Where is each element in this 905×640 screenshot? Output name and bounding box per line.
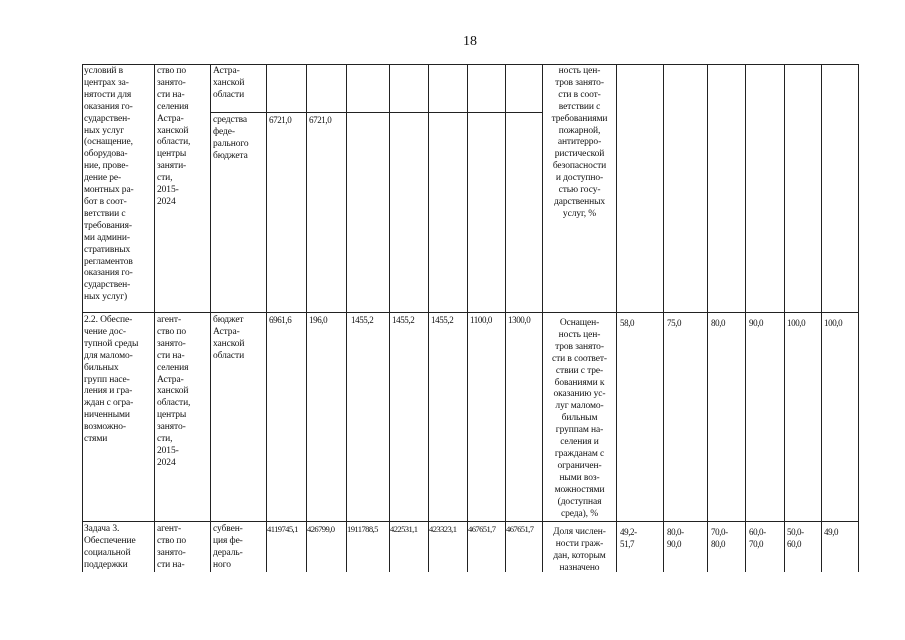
page-number: 18 bbox=[463, 34, 477, 49]
funding-source-cell: средства феде- рального бюджета bbox=[213, 115, 249, 161]
table-border bbox=[389, 64, 390, 572]
table-border bbox=[306, 64, 307, 572]
table-border bbox=[616, 64, 617, 572]
indicator-cell: ность цен- тров занято- сти в соот- ветствии с требованиями пожарной, антитерро- ристической безопасности и доступно- стью госу- дарственных услуг, % bbox=[551, 66, 608, 219]
indicator-value-cell: 60,0- 70,0 bbox=[749, 527, 766, 549]
indicator-value-cell: 90,0 bbox=[749, 318, 764, 328]
table-border bbox=[858, 64, 859, 572]
amount-cell: 426799,0 bbox=[307, 524, 335, 534]
executor-cell: агент- ство по занято- сти на- селения Астра- ханской области, центры занято- сти, 2015- 2024 bbox=[157, 315, 191, 468]
table-border bbox=[505, 64, 506, 572]
amount-cell: 196,0 bbox=[309, 315, 328, 325]
table-border bbox=[82, 64, 858, 65]
table-border bbox=[82, 312, 858, 313]
funding-source-cell: субвен- ция фе- дераль- ного bbox=[213, 524, 243, 570]
amount-total-cell: 6721,0 bbox=[269, 115, 292, 125]
indicator-value-cell: 58,0 bbox=[620, 318, 635, 328]
table-border bbox=[82, 521, 858, 522]
indicator-cell: Доля числен- ности граж- дан, которым назначено bbox=[553, 527, 606, 573]
table-border bbox=[210, 64, 211, 572]
amount-cell: 1455,2 bbox=[392, 315, 415, 325]
table-border bbox=[428, 64, 429, 572]
amount-cell: 467651,7 bbox=[468, 524, 496, 534]
indicator-cell: Оснащен- ность цен- тров занято- сти в соответ- ствии с тре- бованиями к оказанию ус- луг маломо- бильным группам на- селения и гражданам с ограничен- ными воз- можностями (доступная среда), % bbox=[552, 318, 607, 519]
table-border bbox=[346, 64, 347, 572]
table-border bbox=[467, 64, 468, 572]
table-border bbox=[266, 64, 267, 572]
amount-cell: 1100,0 bbox=[470, 315, 493, 325]
funding-source-cell: бюджет Астра- ханской области bbox=[213, 315, 245, 361]
amount-cell: 422531,1 bbox=[390, 524, 418, 534]
amount-cell: 467651,7 bbox=[506, 524, 534, 534]
amount-cell: 6721,0 bbox=[309, 115, 332, 125]
executor-cell: агент- ство по занято- сти на- bbox=[157, 524, 187, 570]
executor-cell: ство по занято- сти на- селения Астра- ханской области, центры заняти- сти, 2015- 2024 bbox=[157, 66, 191, 207]
amount-cell: 1455,2 bbox=[351, 315, 374, 325]
table-border bbox=[663, 64, 664, 572]
task-cell: Задача 3. Обеспечение социальной поддержки bbox=[84, 524, 136, 570]
amount-cell: 1911788,5 bbox=[347, 524, 378, 534]
indicator-value-cell: 100,0 bbox=[824, 318, 843, 328]
table-border bbox=[745, 64, 746, 572]
indicator-value-cell: 80,0 bbox=[711, 318, 726, 328]
amount-cell: 1300,0 bbox=[508, 315, 531, 325]
indicator-value-cell: 80,0- 90,0 bbox=[667, 527, 684, 549]
task-cell: условий в центрах за- нятости для оказания го- сударствен- ных услуг (оснащение, оборудова- ние, прове- дение ре- монтных ра- бот в соот- ветствии с требования- ми админи- стративных регламентов оказания го- сударствен- ных услуг) bbox=[84, 66, 134, 303]
table-border bbox=[210, 112, 542, 113]
indicator-value-cell: 49,2- 51,7 bbox=[620, 527, 637, 549]
amount-total-cell: 4119745,1 bbox=[267, 524, 298, 534]
funding-source-cell: Астра- ханской области bbox=[213, 66, 245, 100]
table-border bbox=[154, 64, 155, 572]
task-cell: 2.2. Обеспе- чение дос- тупной среды для маломо- бильных групп насе- ления и гра- ждан с огра- ниченными возможно- стями bbox=[84, 315, 139, 445]
table-border bbox=[82, 64, 83, 572]
amount-cell: 423323,1 bbox=[429, 524, 457, 534]
table-border bbox=[707, 64, 708, 572]
indicator-value-cell: 75,0 bbox=[667, 318, 682, 328]
amount-cell: 6961,6 bbox=[269, 315, 292, 325]
table-border bbox=[821, 64, 822, 572]
indicator-value-cell: 100,0 bbox=[787, 318, 806, 328]
table-border bbox=[784, 64, 785, 572]
amount-cell: 1455,2 bbox=[431, 315, 454, 325]
indicator-value-cell: 50,0- 60,0 bbox=[787, 527, 804, 549]
indicator-value-cell: 49,0 bbox=[824, 527, 839, 537]
indicator-value-cell: 70,0- 80,0 bbox=[711, 527, 728, 549]
